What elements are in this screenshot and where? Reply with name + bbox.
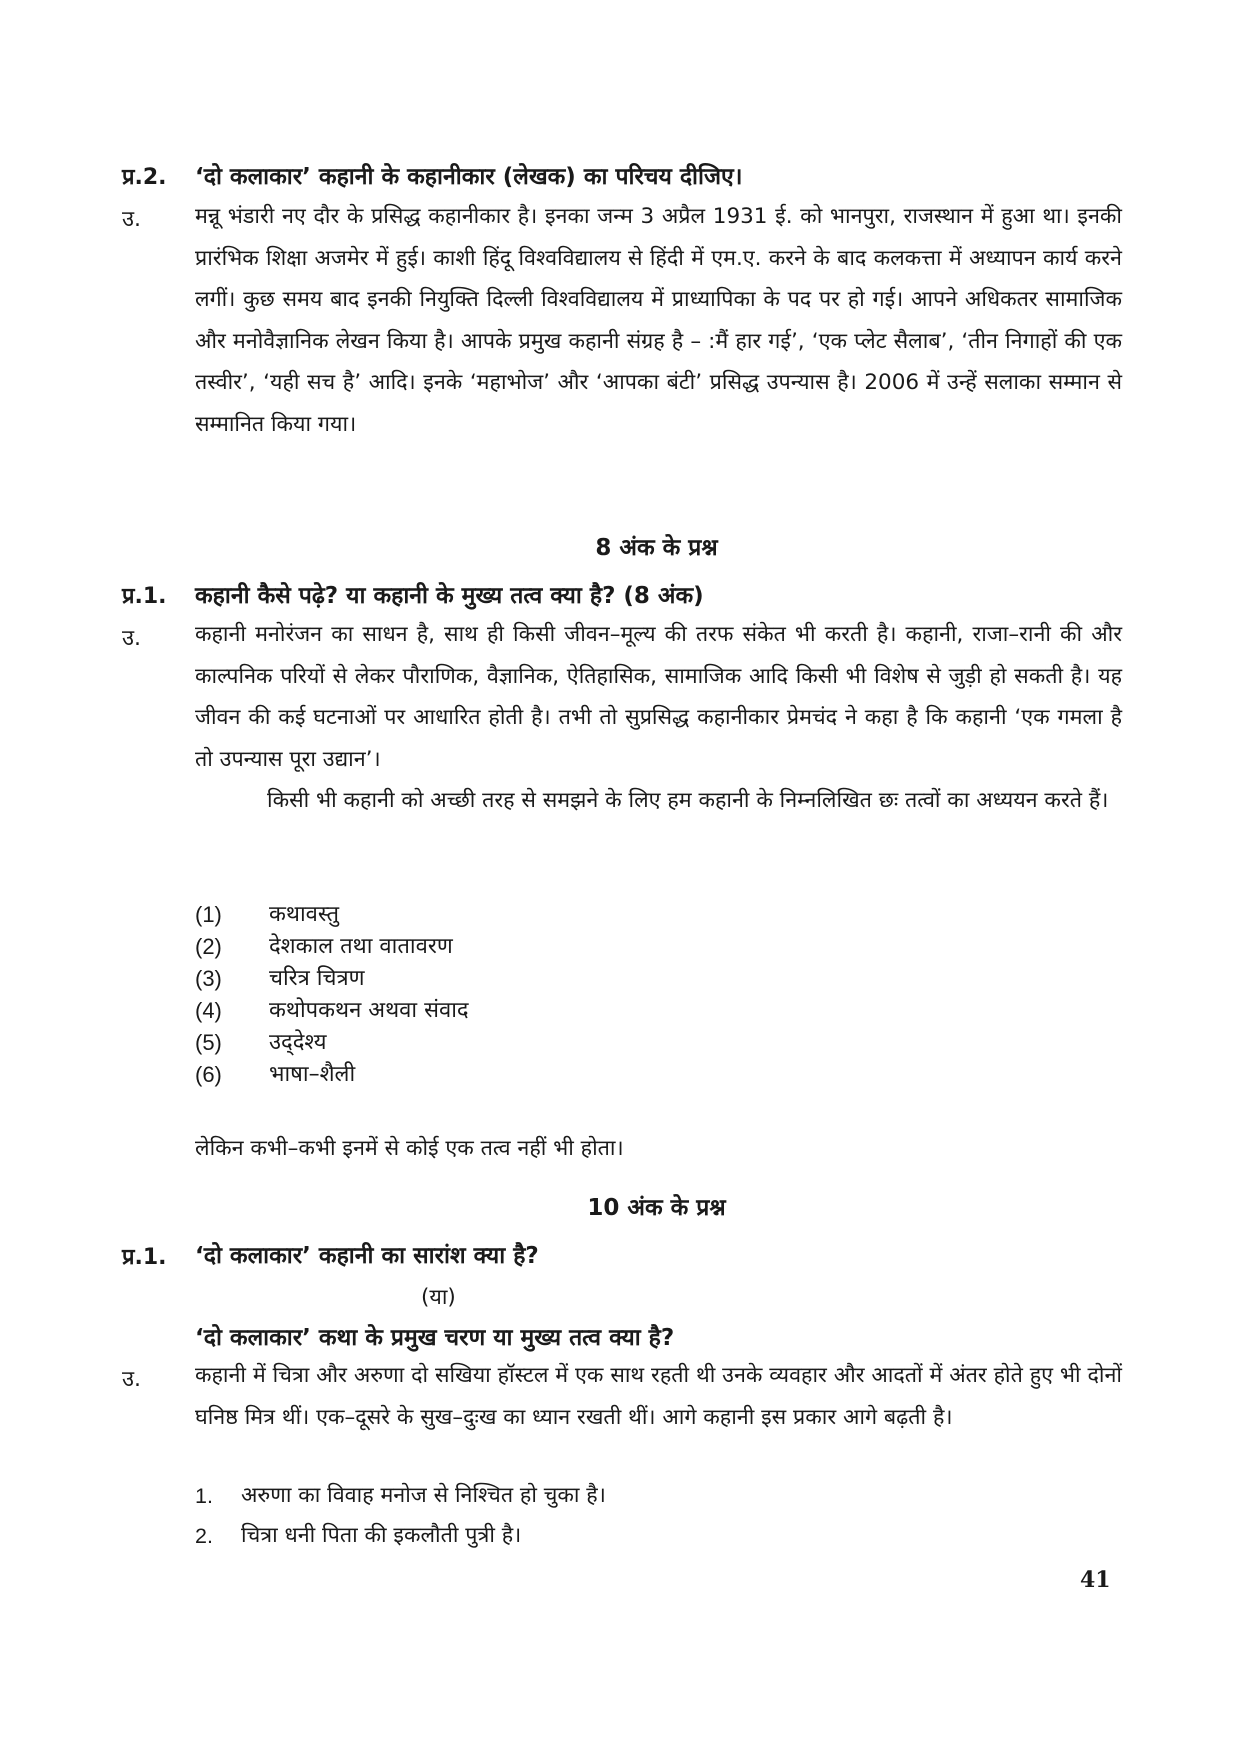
list-number: (5) [195, 1030, 222, 1055]
alt-question-text: ‘दो कलाकार’ कथा के प्रमुख चरण या मुख्य तत्व क्या है? [195, 1325, 675, 1351]
list-text: देशकाल तथा वातावरण [269, 934, 453, 959]
list-item [195, 1059, 469, 1091]
list-text: कथोपकथन अथवा संवाद [269, 998, 469, 1023]
section-heading [0, 530, 1241, 562]
list-item [195, 995, 469, 1027]
closing-line: लेकिन कभी–कभी इनमें से कोई एक तत्व नहीं भी होता। [195, 1136, 624, 1161]
list-item [195, 1476, 606, 1516]
question-text: ‘दो कलाकार’ कहानी के कहानीकार (लेखक) का परिचय दीजिए। [195, 164, 743, 190]
list-text: भाषा–शैली [269, 1062, 356, 1087]
list-number: 2. [195, 1524, 213, 1548]
list-number: (4) [195, 998, 222, 1023]
answer-paragraph: कहानी मनोरंजन का साधन है, साथ ही किसी जीवन–मूल्य की तरफ संकेत भी करती है। कहानी, राजा–रानी की और काल्पनिक परियों से लेकर पौराणिक, वैज्ञानिक, ऐतिहासिक, सामाजिक आदि किसी भी विशेष से जुड़ी हो सकती है। यह जीवन की कई घटनाओं पर आधारित होती है। तभी तो सुप्रसिद्ध कहानीकार प्रेमचंद ने कहा है कि कहानी ‘एक गमला है तो उपन्यास पूरा उद्यान’। [195, 622, 1122, 772]
or-separator: (या) [421, 1285, 456, 1310]
list-text: उद्‍देश्य [269, 1030, 327, 1055]
list-number: (3) [195, 966, 222, 991]
section-heading [0, 1190, 1241, 1222]
list-item [195, 1516, 606, 1556]
answer-label: उ. [122, 626, 142, 651]
question-label: प्र.1. [122, 1245, 167, 1270]
list-number: 1. [195, 1484, 213, 1508]
answer-paragraph: मन्नू भंडारी नए दौर के प्रसिद्ध कहानीकार है। इनका जन्म 3 अप्रैल 1931 ई. को भानपुरा, राजस्थान में हुआ था। इनकी प्रारंभिक शिक्षा अजमेर में हुई। काशी हिंदू विश्वविद्यालय से हिंदी में एम.ए. करने के बाद कलकत्ता में अध्यापन कार्य करने लगीं। कुछ समय बाद इनकी नियुक्ति दिल्ली विश्वविद्यालय में प्राध्यापिका के पद पर हो गई। आपने अधिकतर सामाजिक और मनोवैज्ञानिक लेखन किया है। आपके प्रमुख कहानी संग्रह है – :मैं हार गई’, ‘एक प्लेट सैलाब’, ‘तीन निगाहों की एक तस्वीर’, ‘यही सच है’ आदि। इनके ‘महाभोज’ और ‘आपका बंटी’ प्रसिद्ध उपन्यास है। 2006 में उन्हें सलाका सम्मान से सम्मानित किया गया। [195, 204, 1122, 437]
answer-paragraph-2: किसी भी कहानी को अच्छी तरह से समझने के लिए हम कहानी के निम्नलिखित छः तत्वों का अध्ययन करते हैं। [267, 788, 1109, 813]
page-number: 41 [1080, 1567, 1111, 1593]
answer-paragraph: कहानी में चित्रा और अरुणा दो सखिया हॉस्टल में एक साथ रहती थी उनके व्यवहार और आदतों में अंतर होते हुए भी दोनों घनिष्ठ मित्र थीं। एक–दूसरे के सुख–दुःख का ध्यान रखती थीं। आगे कहानी इस प्रकार आगे बढ़ती है। [195, 1363, 1122, 1430]
list-text: अरुणा का विवाह मनोज से निश्चित हो चुका है। [241, 1483, 606, 1508]
list-text: कथावस्तु [269, 902, 339, 927]
list-number: (1) [195, 902, 222, 927]
answer-label: उ. [122, 207, 142, 232]
summary-points-list [195, 1476, 606, 1556]
list-item [195, 899, 469, 931]
section-heading-text: 8 अंक के प्रश्न [595, 535, 718, 561]
list-text: चित्रा धनी पिता की इकलौती पुत्री है। [241, 1523, 522, 1548]
list-number: (6) [195, 1062, 222, 1087]
list-item [195, 963, 469, 995]
section-heading-text: 10 अंक के प्रश्न [587, 1195, 726, 1221]
question-text: ‘दो कलाकार’ कहानी का सारांश क्या है? [195, 1243, 539, 1269]
list-item [195, 931, 469, 963]
list-text: चरित्र चित्रण [269, 966, 365, 991]
question-label: प्र.2. [122, 165, 167, 190]
list-item [195, 1027, 469, 1059]
question-label: प्र.1. [122, 584, 167, 609]
list-number: (2) [195, 934, 222, 959]
answer-label: उ. [122, 1367, 142, 1392]
story-elements-list [195, 899, 469, 1091]
question-text: कहानी कैसे पढ़े? या कहानी के मुख्य तत्व क्या है? (8 अंक) [195, 583, 704, 609]
